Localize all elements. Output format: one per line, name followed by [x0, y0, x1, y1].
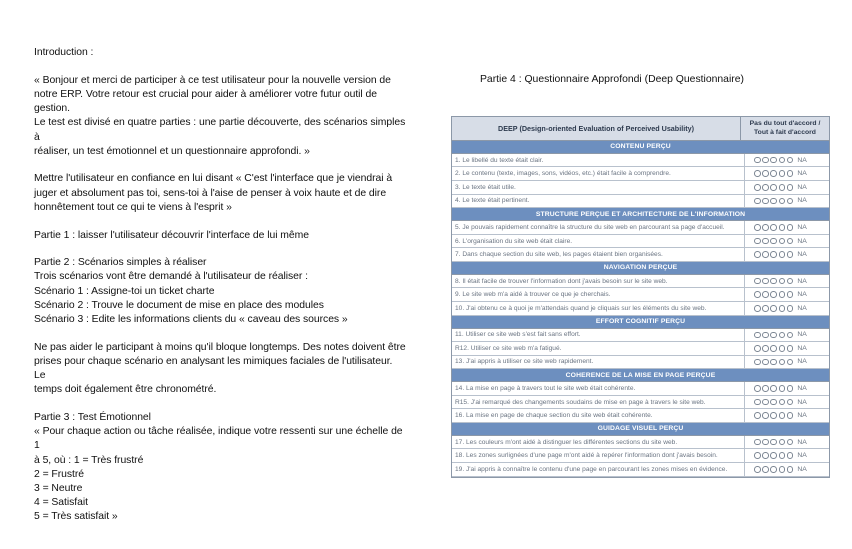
rating-radio-icon[interactable]	[770, 399, 777, 406]
table-row	[452, 195, 829, 209]
rating-scale	[745, 396, 829, 409]
table-row	[452, 396, 829, 410]
rating-scale	[745, 436, 829, 449]
intro-line: « Bonjour et merci de participer à ce test utilisateur pour la nouvelle version de	[34, 74, 391, 86]
confidence-paragraph	[34, 172, 406, 215]
rating-scale	[745, 167, 829, 180]
deep-questionnaire-table	[451, 116, 830, 478]
table-row	[452, 302, 829, 316]
notes-paragraph	[34, 341, 406, 398]
notes-line: temps doit également être chronométré.	[34, 384, 217, 396]
rating-radio-icon[interactable]	[762, 452, 769, 459]
question-text: 5. Je pouvais rapidement connaître la structure du site web en parcourant sa page d'accueil.	[452, 221, 745, 234]
rating-radio-icon[interactable]	[770, 439, 777, 446]
rating-radio-icon[interactable]	[754, 278, 761, 285]
table-header-scale	[741, 117, 829, 140]
rating-radio-icon[interactable]	[787, 238, 794, 245]
na-label: NA	[797, 344, 807, 352]
scenario-1: Scénario 1 : Assigne-toi un ticket charte	[34, 285, 215, 297]
rating-radio-icon[interactable]	[770, 198, 777, 205]
rating-scale	[745, 302, 829, 315]
rating-radio-icon[interactable]	[787, 198, 794, 205]
rating-radio-icon[interactable]	[779, 170, 786, 177]
rating-radio-icon[interactable]	[779, 251, 786, 258]
rating-radio-icon[interactable]	[770, 157, 777, 164]
rating-radio-icon[interactable]	[762, 305, 769, 312]
rating-radio-icon[interactable]	[779, 385, 786, 392]
rating-radio-icon[interactable]	[770, 291, 777, 298]
rating-radio-icon[interactable]	[770, 345, 777, 352]
question-text: 6. L'organisation du site web était claire.	[452, 235, 745, 248]
rating-radio-icon[interactable]	[762, 399, 769, 406]
rating-radio-icon[interactable]	[787, 170, 794, 177]
question-text: 19. J'ai appris à connaître le contenu d'une page en parcourant les zones mises en évidence.	[452, 463, 745, 476]
na-label: NA	[797, 183, 807, 191]
rating-radio-icon[interactable]	[762, 278, 769, 285]
scale-header-line-1: Pas du tout d'accord / Tout à fait d'accord	[749, 120, 821, 136]
na-label: NA	[797, 291, 807, 299]
rating-radio-icon[interactable]	[770, 170, 777, 177]
rating-radio-icon[interactable]	[787, 157, 794, 164]
rating-radio-icon[interactable]	[754, 439, 761, 446]
table-row	[452, 342, 829, 356]
rating-radio-icon[interactable]	[779, 238, 786, 245]
na-label: NA	[797, 412, 807, 420]
section-header: COHERENCE DE LA MISE EN PAGE PERÇUE	[452, 369, 829, 382]
rating-radio-icon[interactable]	[787, 278, 794, 285]
rating-radio-icon[interactable]	[754, 238, 761, 245]
rating-radio-icon[interactable]	[779, 439, 786, 446]
notes-line: Ne pas aider le participant à moins qu'il bloque longtemps. Des notes doivent être	[34, 341, 406, 353]
part1-paragraph	[34, 229, 406, 243]
rating-radio-icon[interactable]	[754, 332, 761, 339]
rating-radio-icon[interactable]	[754, 198, 761, 205]
rating-radio-icon[interactable]	[754, 305, 761, 312]
rating-scale	[745, 248, 829, 261]
rating-radio-icon[interactable]	[770, 332, 777, 339]
part3-line: « Pour chaque action ou tâche réalisée, indique votre ressenti sur une échelle de 1	[34, 426, 403, 452]
scale-5: 5 = Très satisfait »	[34, 511, 118, 523]
rating-radio-icon[interactable]	[787, 305, 794, 312]
rating-scale	[745, 382, 829, 395]
rating-radio-icon[interactable]	[754, 466, 761, 473]
rating-radio-icon[interactable]	[762, 385, 769, 392]
question-text: 18. Les zones surlignées d'une page m'ont aidé à repérer l'information dont j'avais besoin.	[452, 449, 745, 462]
intro-paragraph	[34, 74, 406, 159]
rating-scale	[745, 463, 829, 476]
rating-scale	[745, 221, 829, 234]
rating-radio-icon[interactable]	[787, 291, 794, 298]
confidence-line: Mettre l'utilisateur en confiance en lui disant « C'est l'interface que je viendrai à	[34, 173, 393, 185]
na-label: NA	[797, 251, 807, 259]
scale-2: 2 = Frustré	[34, 468, 84, 480]
rating-radio-icon[interactable]	[770, 238, 777, 245]
question-text: 8. Il était facile de trouver l'information dont j'avais besoin sur le site web.	[452, 275, 745, 288]
question-text: 7. Dans chaque section du site web, les pages étaient bien organisées.	[452, 248, 745, 261]
rating-radio-icon[interactable]	[779, 399, 786, 406]
rating-radio-icon[interactable]	[787, 439, 794, 446]
intro-line: notre ERP. Votre retour est crucial pour aider à améliorer votre futur outil de gestion.	[34, 88, 377, 115]
question-text: 14. La mise en page à travers tout le site web était cohérente.	[452, 382, 745, 395]
section-header: NAVIGATION PERÇUE	[452, 262, 829, 275]
part3-paragraph	[34, 411, 406, 525]
rating-radio-icon[interactable]	[754, 345, 761, 352]
confidence-line: juger et absolument pas toi, sens-toi à l'aise de penser à voix haute et de dire	[34, 187, 387, 199]
part1-line: Partie 1 : laisser l'utilisateur découvrir l'interface de lui même	[34, 229, 309, 241]
rating-radio-icon[interactable]	[779, 278, 786, 285]
part2-paragraph	[34, 256, 406, 327]
section-header: STRUCTURE PERÇUE ET ARCHITECTURE DE L'INFORMATION	[452, 208, 829, 221]
rating-radio-icon[interactable]	[787, 184, 794, 191]
na-label: NA	[797, 398, 807, 406]
part3-heading: Partie 3 : Test Émotionnel	[34, 412, 151, 424]
question-text: 9. Le site web m'a aidé à trouver ce que je cherchais.	[452, 288, 745, 301]
rating-radio-icon[interactable]	[779, 291, 786, 298]
rating-radio-icon[interactable]	[779, 332, 786, 339]
rating-radio-icon[interactable]	[787, 399, 794, 406]
na-label: NA	[797, 384, 807, 392]
rating-radio-icon[interactable]	[779, 466, 786, 473]
confidence-line: honnêtement tout ce qui te viens à l'esprit »	[34, 201, 232, 213]
rating-radio-icon[interactable]	[754, 251, 761, 258]
rating-radio-icon[interactable]	[754, 399, 761, 406]
rating-radio-icon[interactable]	[762, 466, 769, 473]
section-header: EFFORT COGNITIF PERÇU	[452, 316, 829, 329]
rating-radio-icon[interactable]	[787, 251, 794, 258]
section-header: GUIDAGE VISUEL PERÇU	[452, 423, 829, 436]
table-row	[452, 167, 829, 181]
rating-radio-icon[interactable]	[762, 198, 769, 205]
rating-radio-icon[interactable]	[787, 332, 794, 339]
question-text: 10. J'ai obtenu ce à quoi je m'attendais quand je cliquais sur les éléments du site web.	[452, 302, 745, 315]
rating-radio-icon[interactable]	[762, 345, 769, 352]
table-row	[452, 248, 829, 262]
rating-radio-icon[interactable]	[754, 385, 761, 392]
table-row	[452, 288, 829, 302]
rating-radio-icon[interactable]	[762, 439, 769, 446]
table-row	[452, 463, 829, 477]
question-text: 13. J'ai appris à utiliser ce site web rapidement.	[452, 356, 745, 369]
rating-radio-icon[interactable]	[754, 291, 761, 298]
rating-radio-icon[interactable]	[787, 359, 794, 366]
na-label: NA	[797, 452, 807, 460]
rating-radio-icon[interactable]	[762, 238, 769, 245]
rating-radio-icon[interactable]	[787, 412, 794, 419]
part2-line: Trois scénarios vont être demandé à l'utilisateur de réaliser :	[34, 271, 308, 283]
scale-4: 4 = Satisfait	[34, 497, 88, 509]
rating-radio-icon[interactable]	[754, 452, 761, 459]
rating-radio-icon[interactable]	[770, 452, 777, 459]
rating-radio-icon[interactable]	[779, 305, 786, 312]
part3-line: à 5, où : 1 = Très frustré	[34, 454, 144, 466]
table-row	[452, 154, 829, 168]
rating-radio-icon[interactable]	[787, 224, 794, 231]
na-label: NA	[797, 156, 807, 164]
rating-scale	[745, 195, 829, 208]
table-row	[452, 356, 829, 370]
rating-radio-icon[interactable]	[770, 251, 777, 258]
rating-radio-icon[interactable]	[779, 452, 786, 459]
rating-radio-icon[interactable]	[754, 412, 761, 419]
rating-radio-icon[interactable]	[762, 251, 769, 258]
rating-radio-icon[interactable]	[770, 466, 777, 473]
rating-scale	[745, 275, 829, 288]
rating-radio-icon[interactable]	[754, 359, 761, 366]
na-label: NA	[797, 438, 807, 446]
rating-scale	[745, 288, 829, 301]
rating-radio-icon[interactable]	[754, 157, 761, 164]
table-row	[452, 449, 829, 463]
rating-radio-icon[interactable]	[779, 345, 786, 352]
na-label: NA	[797, 465, 807, 473]
rating-radio-icon[interactable]	[754, 224, 761, 231]
rating-radio-icon[interactable]	[762, 359, 769, 366]
rating-scale	[745, 449, 829, 462]
rating-radio-icon[interactable]	[770, 385, 777, 392]
rating-radio-icon[interactable]	[762, 157, 769, 164]
rating-radio-icon[interactable]	[770, 305, 777, 312]
table-row	[452, 382, 829, 396]
part2-heading: Partie 2 : Scénarios simples à réaliser	[34, 257, 207, 269]
rating-radio-icon[interactable]	[770, 359, 777, 366]
na-label: NA	[797, 331, 807, 339]
scale-3: 3 = Neutre	[34, 483, 83, 495]
table-row	[452, 329, 829, 343]
na-label: NA	[797, 223, 807, 231]
intro-line: réaliser, un test émotionnel et un questionnaire approfondi. »	[34, 145, 310, 157]
protocol-text	[34, 46, 406, 538]
intro-heading: Introduction :	[34, 47, 94, 58]
na-label: NA	[797, 197, 807, 205]
rating-radio-icon[interactable]	[779, 184, 786, 191]
na-label: NA	[797, 237, 807, 245]
table-body	[452, 141, 829, 477]
rating-radio-icon[interactable]	[787, 466, 794, 473]
table-row	[452, 235, 829, 249]
question-text: 16. La mise en page de chaque section du site web était cohérente.	[452, 409, 745, 422]
rating-radio-icon[interactable]	[762, 170, 769, 177]
rating-scale	[745, 342, 829, 355]
rating-radio-icon[interactable]	[770, 184, 777, 191]
rating-scale	[745, 154, 829, 167]
question-text: 11. Utiliser ce site web s'est fait sans effort.	[452, 329, 745, 342]
rating-radio-icon[interactable]	[779, 359, 786, 366]
rating-radio-icon[interactable]	[787, 345, 794, 352]
table-row	[452, 436, 829, 450]
table-row	[452, 181, 829, 195]
rating-radio-icon[interactable]	[762, 332, 769, 339]
scenario-2: Scénario 2 : Trouve le document de mise en place des modules	[34, 299, 324, 311]
rating-radio-icon[interactable]	[779, 198, 786, 205]
rating-scale	[745, 356, 829, 369]
rating-scale	[745, 181, 829, 194]
rating-radio-icon[interactable]	[779, 224, 786, 231]
intro-line: Le test est divisé en quatre parties : une partie découverte, des scénarios simples à	[34, 117, 406, 143]
na-label: NA	[797, 277, 807, 285]
table-header	[452, 117, 829, 141]
rating-radio-icon[interactable]	[787, 452, 794, 459]
rating-radio-icon[interactable]	[762, 184, 769, 191]
rating-radio-icon[interactable]	[770, 278, 777, 285]
question-text: R12. Utiliser ce site web m'a fatigué.	[452, 342, 745, 355]
na-label: NA	[797, 304, 807, 312]
question-text: 4. Le texte était pertinent.	[452, 195, 745, 208]
table-row	[452, 221, 829, 235]
rating-radio-icon[interactable]	[762, 412, 769, 419]
question-text: 2. Le contenu (texte, images, sons, vidéos, etc.) était facile à comprendre.	[452, 167, 745, 180]
section-header: CONTENU PERÇU	[452, 141, 829, 154]
question-text: 17. Les couleurs m'ont aidé à distinguer les différentes sections du site web.	[452, 436, 745, 449]
na-label: NA	[797, 170, 807, 178]
na-label: NA	[797, 358, 807, 366]
rating-radio-icon[interactable]	[779, 157, 786, 164]
part4-title: Partie 4 : Questionnaire Approfondi (Deep Questionnaire)	[480, 74, 744, 85]
question-text: 1. Le libellé du texte était clair.	[452, 154, 745, 167]
question-text: 3. Le texte était utile.	[452, 181, 745, 194]
rating-radio-icon[interactable]	[770, 224, 777, 231]
table-header-title: DEEP (Design-oriented Evaluation of Perceived Usability)	[452, 117, 741, 140]
rating-radio-icon[interactable]	[770, 412, 777, 419]
rating-radio-icon[interactable]	[754, 170, 761, 177]
notes-line: prises pour chaque scénario en analysant les mimiques faciales de l'utilisateur. Le	[34, 355, 393, 382]
rating-radio-icon[interactable]	[762, 291, 769, 298]
rating-scale	[745, 235, 829, 248]
rating-radio-icon[interactable]	[787, 385, 794, 392]
table-row	[452, 275, 829, 289]
rating-scale	[745, 329, 829, 342]
rating-scale	[745, 409, 829, 422]
table-row	[452, 409, 829, 423]
rating-radio-icon[interactable]	[762, 224, 769, 231]
question-text: R15. J'ai remarqué des changements soudains de mise en page à travers le site web.	[452, 396, 745, 409]
scenario-3: Scénario 3 : Edite les informations clients du « caveau des sources »	[34, 314, 348, 326]
rating-radio-icon[interactable]	[754, 184, 761, 191]
rating-radio-icon[interactable]	[779, 412, 786, 419]
